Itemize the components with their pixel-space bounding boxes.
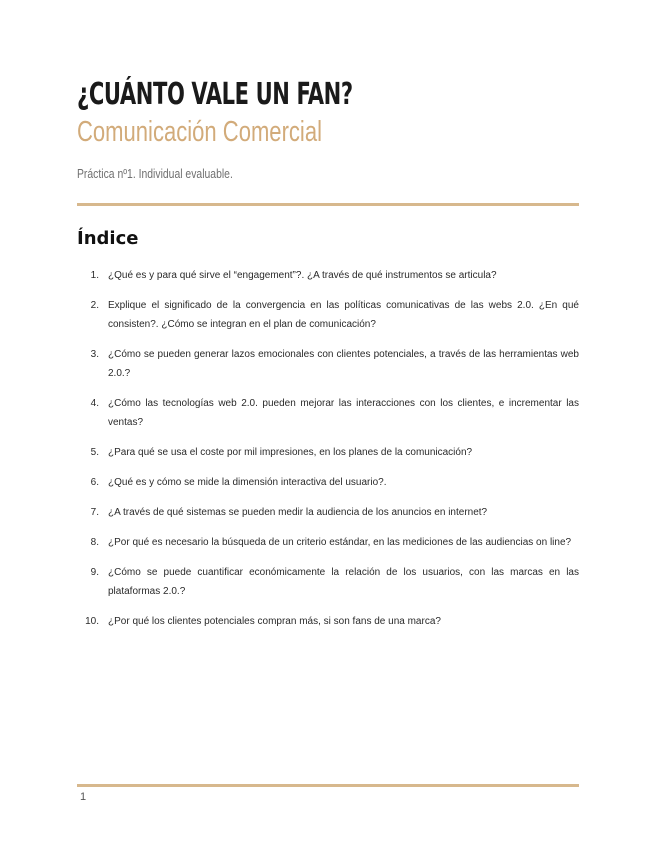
item-number: 10. <box>85 616 99 627</box>
list-item <box>77 296 579 334</box>
page-number: 1 <box>80 791 87 803</box>
header-divider <box>77 203 579 206</box>
list-item <box>77 503 579 522</box>
item-number: 3. <box>90 349 99 360</box>
item-number: 2. <box>90 300 99 311</box>
item-text: ¿Cómo las tecnologías web 2.0. pueden mejorar las interacciones con los clientes, e incrementar las ventas? <box>108 398 579 428</box>
item-text: ¿Por qué es necesario la búsqueda de un criterio estándar, en las mediciones de las audiencias on line? <box>108 537 572 548</box>
item-text: ¿Para qué se usa el coste por mil impresiones, en los planes de la comunicación? <box>108 447 473 458</box>
item-number: 1. <box>90 270 99 281</box>
item-text: ¿Cómo se puede cuantificar económicamente la relación de los usuarios, con las marcas en las plataformas 2.0.? <box>108 567 579 597</box>
item-number: 6. <box>90 477 99 488</box>
list-item <box>77 345 579 383</box>
item-text: ¿Cómo se pueden generar lazos emocionales con clientes potenciales, a través de las herramientas web 2.0.? <box>108 349 579 379</box>
list-item <box>77 443 579 462</box>
list-item <box>77 266 579 285</box>
item-number: 5. <box>90 447 99 458</box>
list-item <box>77 563 579 601</box>
document-title: ¿CUÁNTO VALE UN FAN? <box>77 77 353 112</box>
item-text: ¿A través de qué sistemas se pueden medir la audiencia de los anuncios en internet? <box>108 507 488 518</box>
item-text: ¿Qué es y cómo se mide la dimensión interactiva del usuario?. <box>108 477 387 488</box>
item-number: 9. <box>90 567 99 578</box>
item-number: 7. <box>90 507 99 518</box>
item-text: ¿Qué es y para qué sirve el “engagement”?. ¿A través de qué instrumentos se articula? <box>108 270 497 281</box>
practice-note: Práctica nº1. Individual evaluable. <box>77 166 233 181</box>
index-list <box>77 266 579 642</box>
list-item <box>77 533 579 552</box>
document-subtitle: Comunicación Comercial <box>77 116 322 148</box>
item-text: ¿Por qué los clientes potenciales compran más, si son fans de una marca? <box>108 616 441 627</box>
footer-divider <box>77 784 579 787</box>
list-item <box>77 473 579 492</box>
item-text: Explique el significado de la convergencia en las políticas comunicativas de las webs 2.0. ¿En qué consisten?. ¿Cómo se integran en el plan de comunicación? <box>108 300 579 330</box>
list-item <box>77 612 579 631</box>
item-number: 8. <box>90 537 99 548</box>
item-number: 4. <box>90 398 99 409</box>
list-item <box>77 394 579 432</box>
index-heading: Índice <box>77 228 139 249</box>
